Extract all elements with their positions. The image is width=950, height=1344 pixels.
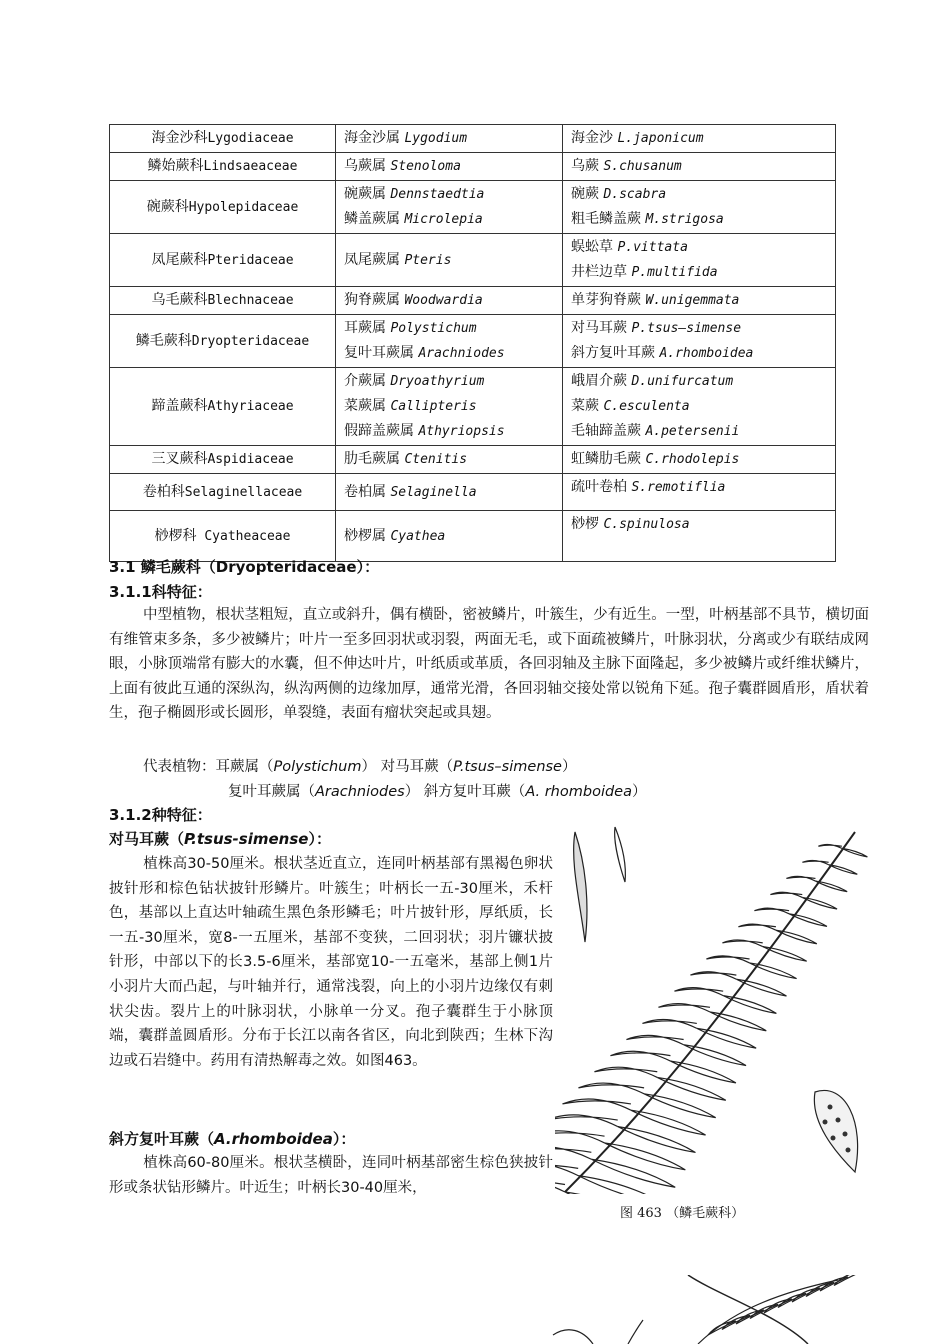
family-features-text: 中型植物，根状茎粗短，直立或斜升，偶有横卧，密被鳞片，叶簇生，少有近生。一型，叶柄基部不具节，横切面有维管束多条，多少被鳞片；叶片一至多回羽状或羽裂，两面无毛，或下面疏被鳞片，叶脉羽状，分离或少有联结成网眼，小脉顶端常有膨大的水囊，但不伸达叶片，叶纸质或革质，各回羽轴及主脉下面隆起，多少被鳞片或纤维状鳞片，上面有彼此互通的深纵沟，纵沟两侧的边缘加厚，通常光滑，各回羽轴交接处常以锐角下延。孢子囊群圆盾形，盾状着生，孢子椭圆形或长圆形，单裂缝，表面有瘤状突起或具翅。 [109,607,869,722]
species1-heading: 对马耳蕨（P.tsus-simense）： [109,830,331,848]
species-cell [563,446,836,474]
pinna-left [626,1035,683,1044]
species-entry: 桫椤 C.spinulosa [571,516,690,532]
species-cell [563,474,836,511]
species-entry: 毛轴蹄盖蕨 A.petersenii [571,423,740,439]
pinna-left [722,940,762,947]
pinnule-detail [814,1090,857,1172]
family-cell [110,287,336,315]
pinna-left [786,876,815,881]
species-entry: 斜方复叶耳蕨 A.rhomboidea [571,345,754,361]
family-name: 海金沙科 [151,130,208,146]
species-cell [563,368,836,446]
section-heading: 3.1 鳞毛蕨科（Dryopteridaceae）： [109,558,380,576]
pinna-left [562,1099,630,1110]
species-cell [563,315,836,368]
pinna-left [555,1147,591,1160]
family-name: 桫椤科 [154,527,197,544]
species-entry: 菜蕨 C.esculenta [571,398,690,414]
family-cell [110,446,336,474]
family-latin: Athyriaceae [207,399,294,414]
family-name: 鳞始蕨科 [147,158,204,174]
pinna-right [578,1176,665,1194]
family-cell [110,234,336,287]
pinna-left [594,1067,657,1077]
genus-entry: 鳞盖蕨属 Microlepia [344,211,483,227]
pinna-right [829,865,858,875]
species-cell [563,153,836,181]
species1-text: 植株高30-50厘米。根状茎近直立，连同叶柄基部有黑褐色卵状披针形和棕色钻状披针形鳞片。叶簇生；叶柄长一五-30厘米，禾杆色，基部以上直达叶轴疏生黑色条形鳞毛；叶片披针形，厚纸质，长一五-30厘米，宽8-一五厘米，基部不变狭，二回羽状；羽片镰状披针形，中部以下的长3.5-6厘米，基部宽10-一五毫米，基部上侧1片小羽片大而凸起，与叶轴并行，通常浅裂，向上的小羽片边缘仅有刺状尖齿。裂片上的叶脉羽状，小脉单一分叉。孢子囊群生于小脉顶端，囊群盖圆盾形。分布于长江以南各省区，向北到陕西；生林下沟边或石岩缝中。药用有清热解毒之效。如图463。 [109,856,553,1069]
table-row [110,125,836,153]
genus-entry: 乌蕨属 Stenoloma [344,158,461,174]
species-entry: 疏叶卷柏 S.remotiflia [571,479,726,495]
genus-entry: 复叶耳蕨属 Arachniodes [344,345,505,361]
table-row [110,446,836,474]
pinna-left [690,972,736,980]
pinna-left [555,1179,565,1193]
pinna-left [770,892,802,897]
table-row [110,287,836,315]
genus-cell [336,315,563,368]
pinna-right [815,881,847,892]
family-cell [110,315,336,368]
table-row [110,181,836,234]
table-row [110,315,836,368]
family-cell [110,511,336,562]
table-row [110,153,836,181]
species-cell [563,125,836,153]
family-name: 乌毛蕨科 [151,292,208,308]
pinna-left [555,1131,605,1143]
scale-drawing-2 [615,827,626,882]
family-latin: Pteridaceae [207,252,294,268]
family-cell [110,153,336,181]
genus-entry: 凤尾蕨属 Pteris [344,251,452,268]
family-name: 鳞毛蕨科 [135,332,192,349]
species-cell [563,234,836,287]
species2-text: 植株高60-80厘米。根状茎横卧，连同叶柄基部密生棕色狭披针形或条状钻形鳞片。叶近生；叶柄长30-40厘米， [109,1155,553,1196]
species-entry: 对马耳蕨 P.tsus–simense [571,320,742,336]
genus-cell [336,474,563,511]
family-cell [110,368,336,446]
pinna-left [642,1019,696,1028]
family-latin: Lindsaeaceae [203,159,298,174]
genus-cell [336,368,563,446]
family-latin: Cyatheaceae [196,528,291,544]
species-entry: 单芽狗脊蕨 W.unigemmata [571,292,740,308]
pinna-left [555,1115,618,1127]
family-latin: Selaginellaceae [184,484,303,500]
family-latin: Hypolepidaceae [188,199,299,215]
family-name: 三叉蕨科 [151,451,208,467]
family-name: 卷柏科 [142,483,185,500]
genus-entry: 海金沙属 Lygodium [344,130,468,146]
species-entry: 虹鳞肋毛蕨 C.rhodolepis [571,451,740,467]
species-entry: 峨眉介蕨 D.unifurcatum [571,373,734,389]
species-cell [563,287,836,315]
table-row [110,511,836,562]
representative-line-1: 代表植物：耳蕨属（Polystichum） 对马耳蕨（P.tsus–simense） [143,759,577,775]
pinna-left [802,860,828,864]
species-cell [563,181,836,234]
family-name: 凤尾蕨科 [151,251,208,268]
genus-cell [336,153,563,181]
genus-cell [336,511,563,562]
species-entry: 蜈蚣草 P.vittata [571,239,688,255]
pinna-right [644,1094,716,1118]
species-entry: 乌蕨 S.chusanum [571,158,682,174]
family-cell [110,181,336,234]
representative-line-2: 复叶耳蕨属（Arachniodes） 斜方复叶耳蕨（A. rhomboidea） [228,784,647,800]
table-row [110,368,836,446]
genus-entry: 狗脊蕨属 Woodwardia [344,292,483,308]
pinna [708,1321,736,1335]
family-latin: Lygodiaceae [207,131,294,146]
scale-drawing [574,832,587,942]
pinna-left [658,1004,710,1012]
genus-entry: 菜蕨属 Callipteris [344,398,477,414]
genus-cell [336,287,563,315]
genus-entry: 介蕨属 Dryoathyrium [344,373,485,389]
species-entry: 井栏边草 P.multifida [571,264,718,280]
genus-cell [336,181,563,234]
pinna-left [818,845,841,849]
family-name: 碗蕨科 [146,198,189,215]
figure-caption: 图 463 （鳞毛蕨科） [620,1206,745,1221]
family-name: 蹄盖蕨科 [151,398,208,414]
family-cell [110,125,336,153]
species-cell [563,511,836,562]
family-latin: Dryopteridaceae [191,333,310,349]
pinna-right [591,1159,675,1187]
genus-entry: 耳蕨属 Polystichum [344,320,477,336]
pinna-left [706,956,749,963]
species-entry: 海金沙 L.japonicum [571,130,704,146]
genus-entry: 假蹄盖蕨属 Athyriopsis [344,423,505,439]
table-row [110,474,836,511]
genus-cell [336,446,563,474]
genus-cell [336,234,563,287]
family-cell [110,474,336,511]
pinna-left [674,988,723,996]
species-features-heading: 3.1.2种特征： [109,806,212,824]
pinna-right [605,1143,686,1170]
genus-entry: 桫椤属 Cyathea [344,527,446,544]
pinna-left [578,1083,644,1094]
taxonomy-table [109,124,836,562]
genus-entry: 肋毛蕨属 Ctenitis [344,451,468,467]
species2-heading: 斜方复叶耳蕨（A.rhomboidea）： [109,1130,356,1148]
pinna-right [842,848,868,857]
pinna-left [738,924,776,930]
pinna-left [555,1163,578,1176]
genus-entry: 碗蕨属 Dennstaedtia [344,186,485,202]
pinna-left [610,1051,670,1061]
family-features-heading: 3.1.1科特征： [109,583,212,601]
fern-illustration-2 [548,1275,888,1344]
fern-illustration [555,822,870,1194]
species-entry: 粗毛鳞盖蕨 M.strigosa [571,211,724,227]
family-latin: Blechnaceae [207,293,294,308]
species-entry: 碗蕨 D.scabra [571,186,667,202]
genus-entry: 卷柏属 Selaginella [344,483,477,500]
pinna-left [754,908,789,914]
table-row [110,234,836,287]
pinna [834,1275,862,1286]
family-latin: Aspidiaceae [207,452,294,467]
genus-cell [336,125,563,153]
